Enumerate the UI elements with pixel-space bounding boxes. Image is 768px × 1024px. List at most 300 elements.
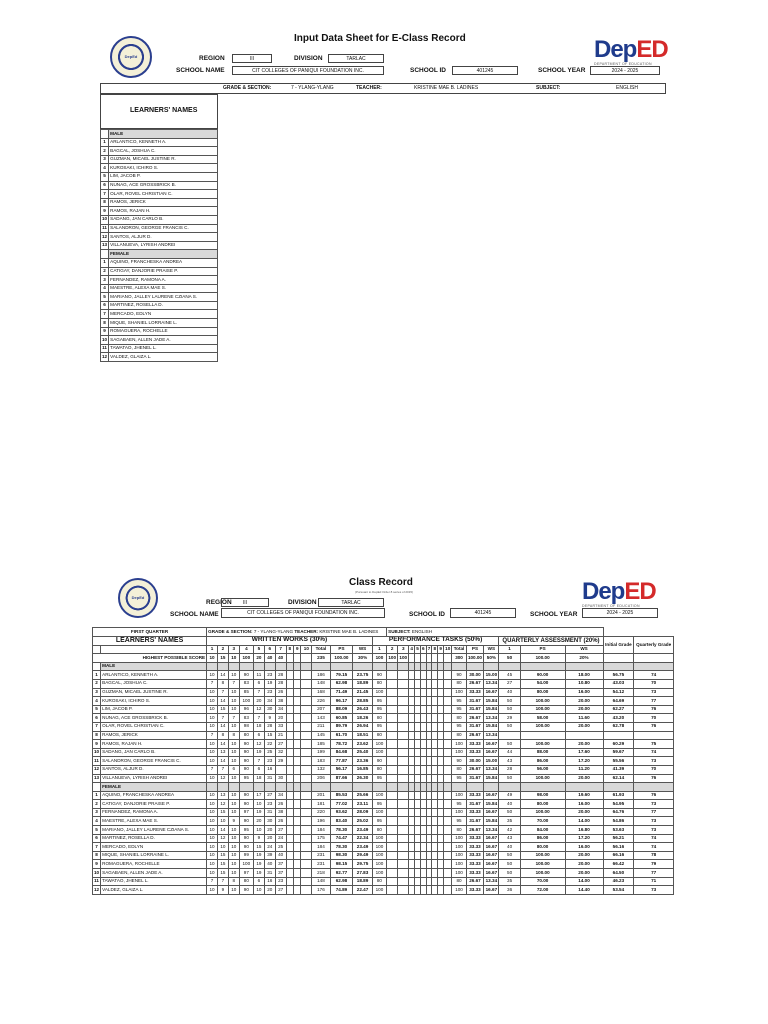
pt-score[interactable] bbox=[444, 774, 452, 783]
pt-score[interactable]: 100 bbox=[372, 834, 386, 843]
ww-score[interactable] bbox=[294, 731, 301, 740]
learner-name[interactable]: MARIANO, JALLEY LAURENE CZIANA S. bbox=[109, 293, 218, 302]
pt-score[interactable]: 80 bbox=[372, 877, 386, 886]
ww-score[interactable]: 33 bbox=[275, 722, 286, 731]
learner-name[interactable]: VALDEZ, GLAIZA L. bbox=[101, 886, 207, 895]
ww-score[interactable] bbox=[286, 688, 293, 697]
pt-score[interactable] bbox=[444, 817, 452, 826]
ww-score[interactable] bbox=[301, 705, 312, 714]
ww-score[interactable]: 15 bbox=[217, 705, 228, 714]
ww-score[interactable]: 11 bbox=[253, 671, 264, 680]
ww-score[interactable] bbox=[294, 722, 301, 731]
school-year-field-2[interactable]: 2024 - 2025 bbox=[582, 608, 658, 618]
pt-score[interactable] bbox=[444, 765, 452, 774]
ww-score[interactable] bbox=[286, 757, 293, 766]
ww-score[interactable]: 7 bbox=[253, 688, 264, 697]
ww-score[interactable]: 10 bbox=[207, 808, 218, 817]
ww-score[interactable] bbox=[294, 851, 301, 860]
school-name-field[interactable]: CIT COLLEGES OF PANIQUI FOUNDATION INC. bbox=[232, 66, 384, 75]
pt-score[interactable] bbox=[398, 714, 409, 723]
qa-score[interactable]: 42 bbox=[499, 826, 520, 835]
ww-score[interactable]: 20 bbox=[264, 834, 275, 843]
ww-score[interactable]: 10 bbox=[228, 757, 239, 766]
ww-score[interactable] bbox=[301, 886, 312, 895]
pt-score[interactable]: 90 bbox=[372, 671, 386, 680]
qa-score[interactable]: 29 bbox=[499, 714, 520, 723]
pt-score[interactable] bbox=[387, 826, 398, 835]
pt-score[interactable] bbox=[387, 774, 398, 783]
ww-score[interactable]: 10 bbox=[207, 800, 218, 809]
ww-score[interactable] bbox=[286, 731, 293, 740]
ww-score[interactable] bbox=[286, 851, 293, 860]
pt-score[interactable] bbox=[387, 697, 398, 706]
ww-score[interactable] bbox=[301, 697, 312, 706]
learner-name[interactable]: SALANDRON, GEORGE FRANCIS C. bbox=[109, 224, 218, 233]
learner-name[interactable]: CATIGAY, DANJORIE PRAISE P. bbox=[109, 267, 218, 276]
ww-score[interactable]: 30 bbox=[275, 774, 286, 783]
pt-score[interactable] bbox=[444, 731, 452, 740]
pt-score[interactable]: 100 bbox=[372, 808, 386, 817]
pt-score[interactable] bbox=[387, 731, 398, 740]
ww-score[interactable]: 90 bbox=[239, 817, 253, 826]
learner-name[interactable]: NUNAG, ACE GROSSBRICK B. bbox=[109, 181, 218, 190]
ww-score[interactable] bbox=[294, 877, 301, 886]
qa-score[interactable]: 35 bbox=[499, 877, 520, 886]
ww-score[interactable]: 31 bbox=[264, 869, 275, 878]
pt-score[interactable] bbox=[398, 808, 409, 817]
ww-score[interactable]: 10 bbox=[228, 869, 239, 878]
ww-score[interactable]: 18 bbox=[253, 722, 264, 731]
ww-score[interactable]: 7 bbox=[207, 765, 218, 774]
ww-score[interactable]: 13 bbox=[217, 791, 228, 800]
learner-name[interactable]: VALDEZ, GLAIZA L. bbox=[109, 353, 218, 362]
pt-score[interactable] bbox=[398, 843, 409, 852]
pt-score[interactable]: 80 bbox=[372, 679, 386, 688]
ww-score[interactable] bbox=[301, 800, 312, 809]
learner-name[interactable]: MIQUE, SHANIEL LORRAINE L. bbox=[101, 851, 207, 860]
ww-score[interactable]: 10 bbox=[228, 834, 239, 843]
pt-score[interactable] bbox=[387, 748, 398, 757]
ww-score[interactable]: 14 bbox=[217, 757, 228, 766]
ww-score[interactable]: 16 bbox=[264, 877, 275, 886]
ww-score[interactable]: 12 bbox=[217, 800, 228, 809]
qa-score[interactable]: 36 bbox=[499, 886, 520, 895]
ww-score[interactable]: 26 bbox=[275, 800, 286, 809]
pt-score[interactable] bbox=[387, 791, 398, 800]
ww-score[interactable]: 8 bbox=[217, 679, 228, 688]
ww-score[interactable] bbox=[294, 843, 301, 852]
learner-name[interactable]: OLAR, ROVEL CHRISTIAN C. bbox=[101, 722, 207, 731]
ww-score[interactable] bbox=[294, 740, 301, 749]
ww-score[interactable]: 90 bbox=[239, 791, 253, 800]
qa-score[interactable] bbox=[499, 731, 520, 740]
ww-score[interactable]: 15 bbox=[217, 851, 228, 860]
ww-score[interactable] bbox=[294, 671, 301, 680]
ww-score[interactable]: 10 bbox=[207, 714, 218, 723]
ww-score[interactable] bbox=[301, 731, 312, 740]
pt-score[interactable]: 90 bbox=[372, 757, 386, 766]
learner-name[interactable]: KUROSAKI, ICHIRO S. bbox=[109, 164, 218, 173]
pt-score[interactable] bbox=[387, 671, 398, 680]
ww-score[interactable] bbox=[301, 688, 312, 697]
ww-score[interactable]: 38 bbox=[275, 697, 286, 706]
school-year-field[interactable]: 2024 - 2025 bbox=[590, 66, 660, 75]
ww-score[interactable] bbox=[286, 800, 293, 809]
ww-score[interactable]: 40 bbox=[275, 851, 286, 860]
learner-name[interactable]: RAMOS, JERICK bbox=[101, 731, 207, 740]
ww-score[interactable]: 90 bbox=[239, 843, 253, 852]
ww-score[interactable]: 14 bbox=[217, 697, 228, 706]
ww-score[interactable]: 10 bbox=[217, 817, 228, 826]
learner-name[interactable]: RAMOS, RAJAN H. bbox=[101, 740, 207, 749]
pt-score[interactable]: 100 bbox=[372, 688, 386, 697]
ww-score[interactable]: 12 bbox=[217, 834, 228, 843]
ww-score[interactable]: 6 bbox=[253, 765, 264, 774]
qa-score[interactable]: 50 bbox=[499, 705, 520, 714]
ww-score[interactable]: 10 bbox=[228, 886, 239, 895]
ww-score[interactable]: 7 bbox=[207, 731, 218, 740]
ww-score[interactable]: 34 bbox=[275, 791, 286, 800]
pt-score[interactable] bbox=[387, 817, 398, 826]
ww-score[interactable] bbox=[275, 765, 286, 774]
ww-score[interactable]: 15 bbox=[217, 808, 228, 817]
ww-score[interactable] bbox=[294, 705, 301, 714]
ww-score[interactable]: 10 bbox=[207, 791, 218, 800]
ww-score[interactable] bbox=[301, 851, 312, 860]
ww-score[interactable] bbox=[286, 843, 293, 852]
ww-score[interactable] bbox=[286, 886, 293, 895]
pt-score[interactable] bbox=[398, 722, 409, 731]
learner-name[interactable]: MIQUE, SHANIEL LORRAINE L. bbox=[109, 319, 218, 328]
pt-score[interactable] bbox=[444, 886, 452, 895]
ww-score[interactable] bbox=[286, 697, 293, 706]
ww-score[interactable]: 100 bbox=[239, 697, 253, 706]
pt-score[interactable] bbox=[387, 722, 398, 731]
pt-score[interactable]: 100 bbox=[372, 843, 386, 852]
pt-score[interactable] bbox=[444, 757, 452, 766]
ww-score[interactable] bbox=[301, 774, 312, 783]
pt-score[interactable] bbox=[398, 817, 409, 826]
ww-score[interactable]: 23 bbox=[275, 877, 286, 886]
ww-score[interactable] bbox=[294, 765, 301, 774]
ww-score[interactable] bbox=[286, 679, 293, 688]
ww-score[interactable]: 15 bbox=[264, 731, 275, 740]
ww-score[interactable]: 10 bbox=[207, 817, 218, 826]
ww-score[interactable] bbox=[294, 748, 301, 757]
school-name-field-2[interactable]: CIT COLLEGES OF PANIQUI FOUNDATION INC. bbox=[221, 608, 385, 618]
pt-score[interactable] bbox=[398, 860, 409, 869]
ww-score[interactable] bbox=[286, 740, 293, 749]
pt-score[interactable] bbox=[387, 765, 398, 774]
ww-score[interactable]: 27 bbox=[275, 826, 286, 835]
pt-score[interactable] bbox=[387, 877, 398, 886]
pt-score[interactable] bbox=[387, 834, 398, 843]
qa-score[interactable]: 50 bbox=[499, 851, 520, 860]
pt-score[interactable] bbox=[444, 697, 452, 706]
pt-score[interactable] bbox=[444, 800, 452, 809]
ww-score[interactable]: 7 bbox=[217, 688, 228, 697]
learner-name[interactable]: ROMAGUERA, ROCHELLE bbox=[101, 860, 207, 869]
pt-score[interactable] bbox=[398, 748, 409, 757]
ww-score[interactable]: 10 bbox=[228, 851, 239, 860]
ww-score[interactable]: 90 bbox=[239, 671, 253, 680]
ww-score[interactable]: 14 bbox=[217, 740, 228, 749]
ww-score[interactable] bbox=[301, 757, 312, 766]
ww-score[interactable]: 90 bbox=[239, 757, 253, 766]
ww-score[interactable]: 23 bbox=[264, 757, 275, 766]
ww-score[interactable] bbox=[294, 808, 301, 817]
learner-name[interactable]: BAGCAL, JOSHUA C. bbox=[101, 679, 207, 688]
learner-name[interactable]: SALANDRON, GEORGE FRANCIS C. bbox=[101, 757, 207, 766]
pt-score[interactable]: 80 bbox=[372, 731, 386, 740]
ww-score[interactable]: 10 bbox=[207, 705, 218, 714]
ww-score[interactable]: 27 bbox=[275, 886, 286, 895]
ww-score[interactable]: 8 bbox=[228, 877, 239, 886]
ww-score[interactable] bbox=[301, 748, 312, 757]
ww-score[interactable]: 90 bbox=[239, 886, 253, 895]
pt-score[interactable] bbox=[444, 748, 452, 757]
learner-name[interactable]: FERNANDEZ, RAMONA A. bbox=[101, 808, 207, 817]
qa-score[interactable]: 50 bbox=[499, 869, 520, 878]
ww-score[interactable]: 31 bbox=[264, 774, 275, 783]
ww-score[interactable]: 30 bbox=[264, 705, 275, 714]
ww-score[interactable]: 10 bbox=[253, 826, 264, 835]
ww-score[interactable]: 14 bbox=[217, 826, 228, 835]
ww-score[interactable]: 18 bbox=[253, 774, 264, 783]
ww-score[interactable] bbox=[301, 740, 312, 749]
ww-score[interactable] bbox=[286, 869, 293, 878]
ww-score[interactable] bbox=[286, 860, 293, 869]
ww-score[interactable]: 7 bbox=[217, 877, 228, 886]
learner-name[interactable]: MARIANO, JALLEY LAURENE CZIANA S. bbox=[101, 826, 207, 835]
learner-name[interactable]: SAGABAEN, ALLEN JADE A. bbox=[109, 336, 218, 345]
qa-score[interactable]: 43 bbox=[499, 834, 520, 843]
pt-score[interactable] bbox=[444, 791, 452, 800]
ww-score[interactable]: 38 bbox=[275, 808, 286, 817]
qa-score[interactable]: 28 bbox=[499, 765, 520, 774]
pt-score[interactable] bbox=[398, 705, 409, 714]
ww-score[interactable]: 19 bbox=[253, 860, 264, 869]
pt-score[interactable]: 95 bbox=[372, 697, 386, 706]
ww-score[interactable]: 28 bbox=[275, 671, 286, 680]
pt-score[interactable] bbox=[398, 740, 409, 749]
ww-score[interactable]: 7 bbox=[228, 679, 239, 688]
ww-score[interactable]: 19 bbox=[253, 748, 264, 757]
ww-score[interactable]: 10 bbox=[207, 757, 218, 766]
ww-score[interactable] bbox=[286, 877, 293, 886]
ww-score[interactable]: 9 bbox=[264, 714, 275, 723]
learner-name[interactable]: SANTOS, ALJUR D. bbox=[109, 233, 218, 242]
ww-score[interactable]: 20 bbox=[275, 714, 286, 723]
learner-name[interactable]: MARTINEZ, ROSELLA D. bbox=[109, 301, 218, 310]
ww-score[interactable]: 40 bbox=[264, 860, 275, 869]
ww-score[interactable]: 15 bbox=[217, 860, 228, 869]
pt-score[interactable] bbox=[398, 731, 409, 740]
learner-name[interactable]: VILLANUEVA, LYRISH ANDREI bbox=[109, 241, 218, 250]
ww-score[interactable]: 10 bbox=[217, 843, 228, 852]
ww-score[interactable]: 7 bbox=[253, 757, 264, 766]
ww-score[interactable] bbox=[294, 860, 301, 869]
ww-score[interactable] bbox=[286, 808, 293, 817]
pt-score[interactable]: 80 bbox=[372, 826, 386, 835]
learner-name[interactable]: AQUINO, FRANCHESKA ANDREA bbox=[109, 258, 218, 267]
pt-score[interactable] bbox=[387, 714, 398, 723]
ww-score[interactable] bbox=[301, 671, 312, 680]
region-field-2[interactable]: III bbox=[221, 598, 269, 607]
qa-score[interactable]: 50 bbox=[499, 860, 520, 869]
ww-score[interactable]: 28 bbox=[264, 722, 275, 731]
ww-score[interactable]: 90 bbox=[239, 800, 253, 809]
pt-score[interactable]: 95 bbox=[372, 722, 386, 731]
ww-score[interactable] bbox=[286, 748, 293, 757]
ww-score[interactable] bbox=[294, 774, 301, 783]
learner-name[interactable]: FERNANDEZ, RAMONA A. bbox=[109, 276, 218, 285]
ww-score[interactable]: 85 bbox=[239, 688, 253, 697]
pt-score[interactable] bbox=[398, 774, 409, 783]
ww-score[interactable]: 12 bbox=[253, 705, 264, 714]
ww-score[interactable]: 20 bbox=[264, 886, 275, 895]
learner-name[interactable]: VILLANUEVA, LYRISH ANDREI bbox=[101, 774, 207, 783]
ww-score[interactable]: 23 bbox=[264, 671, 275, 680]
ww-score[interactable]: 28 bbox=[275, 679, 286, 688]
ww-score[interactable]: 19 bbox=[253, 869, 264, 878]
ww-score[interactable]: 7 bbox=[228, 714, 239, 723]
ww-score[interactable]: 83 bbox=[239, 714, 253, 723]
learner-name[interactable]: MERCADO, EDLYN bbox=[101, 843, 207, 852]
learner-name[interactable]: SAGABAEN, ALLEN JADE A. bbox=[101, 869, 207, 878]
ww-score[interactable]: 8 bbox=[228, 731, 239, 740]
ww-score[interactable] bbox=[286, 705, 293, 714]
pt-score[interactable] bbox=[398, 826, 409, 835]
ww-score[interactable]: 96 bbox=[239, 705, 253, 714]
school-id-field[interactable]: 401245 bbox=[452, 66, 518, 75]
ww-score[interactable]: 17 bbox=[253, 791, 264, 800]
ww-score[interactable] bbox=[286, 834, 293, 843]
ww-score[interactable]: 10 bbox=[228, 748, 239, 757]
ww-score[interactable] bbox=[286, 817, 293, 826]
ww-score[interactable]: 10 bbox=[228, 722, 239, 731]
ww-score[interactable]: 6 bbox=[228, 765, 239, 774]
ww-score[interactable]: 97 bbox=[239, 869, 253, 878]
learner-name[interactable]: RAMOS, RAJAN H. bbox=[109, 207, 218, 216]
pt-score[interactable] bbox=[398, 886, 409, 895]
learner-name[interactable]: OLAR, ROVEL CHRISTIAN C. bbox=[109, 190, 218, 199]
ww-score[interactable]: 10 bbox=[228, 705, 239, 714]
ww-score[interactable]: 27 bbox=[275, 740, 286, 749]
pt-score[interactable] bbox=[444, 671, 452, 680]
pt-score[interactable] bbox=[398, 688, 409, 697]
school-id-field-2[interactable]: 401245 bbox=[450, 608, 516, 618]
ww-score[interactable] bbox=[301, 843, 312, 852]
ww-score[interactable]: 23 bbox=[264, 688, 275, 697]
pt-score[interactable] bbox=[387, 869, 398, 878]
ww-score[interactable]: 10 bbox=[207, 722, 218, 731]
ww-score[interactable] bbox=[294, 757, 301, 766]
pt-score[interactable] bbox=[387, 851, 398, 860]
pt-score[interactable] bbox=[398, 834, 409, 843]
pt-score[interactable] bbox=[398, 671, 409, 680]
pt-score[interactable] bbox=[398, 791, 409, 800]
ww-score[interactable]: 26 bbox=[275, 688, 286, 697]
ww-score[interactable]: 20 bbox=[253, 817, 264, 826]
pt-score[interactable] bbox=[444, 869, 452, 878]
ww-score[interactable]: 7 bbox=[207, 877, 218, 886]
pt-score[interactable]: 95 bbox=[372, 800, 386, 809]
ww-score[interactable]: 21 bbox=[275, 731, 286, 740]
ww-score[interactable]: 19 bbox=[253, 808, 264, 817]
ww-score[interactable] bbox=[286, 791, 293, 800]
pt-score[interactable] bbox=[444, 722, 452, 731]
ww-score[interactable]: 10 bbox=[207, 860, 218, 869]
ww-score[interactable]: 95 bbox=[239, 774, 253, 783]
ww-score[interactable] bbox=[294, 688, 301, 697]
ww-score[interactable]: 80 bbox=[239, 877, 253, 886]
learner-name[interactable]: ARLANTICO, KENNETH A. bbox=[101, 671, 207, 680]
learner-name[interactable]: GUZMAN, MICAEL JUSTINE R. bbox=[109, 155, 218, 164]
ww-score[interactable]: 39 bbox=[264, 851, 275, 860]
learner-name[interactable]: GUZMAN, MICAEL JUSTINE R. bbox=[101, 688, 207, 697]
ww-score[interactable] bbox=[301, 679, 312, 688]
ww-score[interactable]: 7 bbox=[253, 714, 264, 723]
pt-score[interactable] bbox=[444, 843, 452, 852]
ww-score[interactable] bbox=[294, 869, 301, 878]
pt-score[interactable]: 100 bbox=[372, 851, 386, 860]
ww-score[interactable]: 10 bbox=[228, 860, 239, 869]
pt-score[interactable] bbox=[387, 688, 398, 697]
qa-score[interactable]: 45 bbox=[499, 671, 520, 680]
pt-score[interactable] bbox=[444, 688, 452, 697]
ww-score[interactable]: 10 bbox=[207, 826, 218, 835]
pt-score[interactable] bbox=[444, 808, 452, 817]
ww-score[interactable]: 27 bbox=[264, 791, 275, 800]
pt-score[interactable]: 80 bbox=[372, 765, 386, 774]
qa-score[interactable]: 27 bbox=[499, 679, 520, 688]
ww-score[interactable]: 16 bbox=[264, 765, 275, 774]
pt-score[interactable]: 100 bbox=[372, 869, 386, 878]
ww-score[interactable]: 14 bbox=[217, 671, 228, 680]
pt-score[interactable] bbox=[398, 877, 409, 886]
division-field[interactable]: TARLAC bbox=[328, 54, 384, 63]
pt-score[interactable] bbox=[444, 679, 452, 688]
ww-score[interactable]: 25 bbox=[275, 843, 286, 852]
qa-score[interactable]: 40 bbox=[499, 688, 520, 697]
qa-score[interactable]: 50 bbox=[499, 697, 520, 706]
qa-score[interactable]: 50 bbox=[499, 808, 520, 817]
pt-score[interactable]: 100 bbox=[372, 860, 386, 869]
pt-score[interactable] bbox=[444, 705, 452, 714]
ww-score[interactable]: 10 bbox=[228, 774, 239, 783]
ww-score[interactable]: 14 bbox=[217, 722, 228, 731]
ww-score[interactable]: 15 bbox=[217, 869, 228, 878]
ww-score[interactable]: 97 bbox=[239, 808, 253, 817]
ww-score[interactable] bbox=[294, 826, 301, 835]
division-field-2[interactable]: TARLAC bbox=[318, 598, 384, 607]
pt-score[interactable]: 95 bbox=[372, 774, 386, 783]
learner-name[interactable]: ARLANTICO, KENNETH A. bbox=[109, 138, 218, 147]
ww-score[interactable]: 10 bbox=[207, 851, 218, 860]
ww-score[interactable]: 10 bbox=[228, 671, 239, 680]
pt-score[interactable] bbox=[387, 740, 398, 749]
ww-score[interactable]: 7 bbox=[217, 714, 228, 723]
pt-score[interactable] bbox=[387, 860, 398, 869]
ww-score[interactable]: 37 bbox=[275, 860, 286, 869]
ww-score[interactable]: 24 bbox=[275, 834, 286, 843]
pt-score[interactable] bbox=[387, 800, 398, 809]
ww-score[interactable] bbox=[294, 697, 301, 706]
pt-score[interactable]: 95 bbox=[372, 817, 386, 826]
ww-score[interactable]: 10 bbox=[207, 740, 218, 749]
learner-name[interactable]: RAMOS, JERICK bbox=[109, 198, 218, 207]
